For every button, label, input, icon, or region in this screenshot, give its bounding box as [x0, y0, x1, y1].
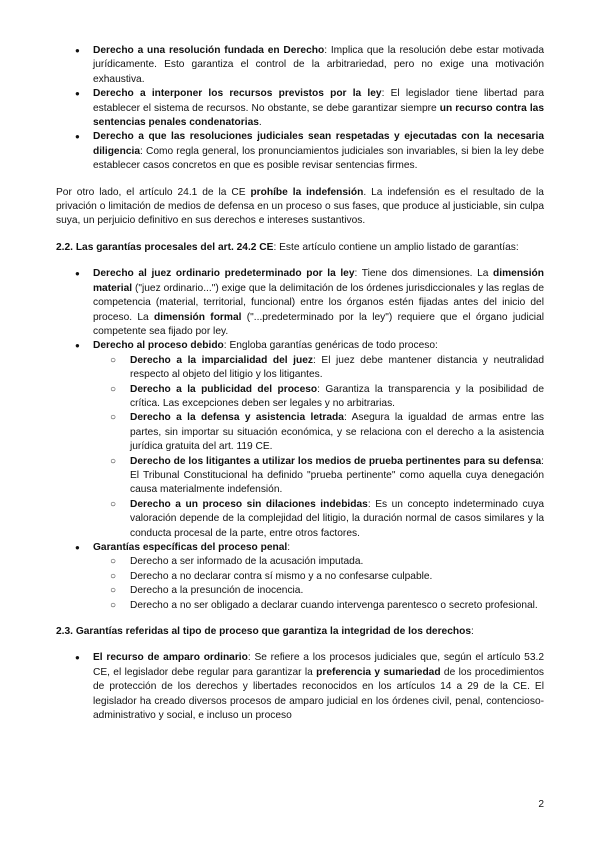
sublist-item: ○ Derecho a la defensa y asistencia letrada: Asegura la igualdad de armas entre las partes, sin importar su situación económica, y se relaciona con el derecho a la asistencia jurídica gratuita del art. 119 CE.: [93, 411, 544, 454]
section-heading-2-3: 2.3. Garantías referidas al tipo de proceso que garantiza la integridad de los derechos:: [56, 626, 474, 638]
garantias-list: [56, 267, 544, 613]
proceso-debido-sublist: [93, 354, 544, 541]
list-item: ● El recurso de amparo ordinario: Se refiere a los procesos judiciales que, según el artículo 53.2 CE, el legislador debe regular para garantizar la preferencia y sumariedad de los procedimientos de protección de los derechos y libertades reconocidos en los artículos 14 a 29 de la CE. El legislador ha creado diversos procesos de amparo judicial en los órdenes civil, penal, contencioso-administrativo y social, e incluso un proceso: [56, 651, 544, 723]
sublist-item: ○ Derecho de los litigantes a utilizar los medios de prueba pertinentes para su defensa: El Tribunal Constitucional ha definido "prueba pertinente" como aquella cuya denegación causa materialmente indefensión.: [93, 455, 544, 498]
sublist-item: ○ Derecho a un proceso sin dilaciones indebidas: Es un concepto indeterminado cuya valoración depende de la complejidad del litigio, la duración normal de casos similares y la conducta procesal de la parte, entre otros factores.: [93, 498, 544, 541]
sublist-item: ○ Derecho a la presunción de inocencia.: [93, 584, 544, 598]
intro-list: [56, 44, 544, 174]
document-page: [56, 44, 544, 723]
list-item: ● Derecho al juez ordinario predeterminado por la ley: Tiene dos dimensiones. La dimensión material ("juez ordinario...") exige que la delimitación de los órdenes jurisdiccionales y las reglas de competencia (material, territorial, funcional) entre los órganos estén fijadas antes del inicio del proceso. La dimensión formal ("...predeterminado por la ley") requiere que el órgano judicial competente sea fijado por ley.: [56, 267, 544, 339]
list-item: ● Derecho a que las resoluciones judiciales sean respetadas y ejecutadas con la necesaria diligencia: Como regla general, los pronunciamientos judiciales son invariables, si bien la ley debe establecer casos concretos en que es posible revisar sentencias firmes.: [56, 130, 544, 173]
list-item: ● Derecho a una resolución fundada en Derecho: Implica que la resolución debe estar motivada jurídicamente. Esto garantiza el control de la arbitrariedad, pero no exige una motivación exhaustiva.: [56, 44, 544, 87]
sublist-item: ○ Derecho a no ser obligado a declarar cuando intervenga parentesco o secreto profesional.: [93, 599, 544, 613]
indefension-paragraph: Por otro lado, el artículo 24.1 de la CE prohíbe la indefensión. La indefensión es el resultado de la privación o limitación de medios de defensa en un proceso o sus fases, que produce al justiciable, sin culpa suya, un perjuicio definitivo en sus derechos e intereses sustantivos.: [56, 186, 544, 227]
sublist-item: ○ Derecho a la imparcialidad del juez: El juez debe mantener distancia y neutralidad respecto al objeto del litigio y los litigantes.: [93, 354, 544, 383]
page-number: 2: [538, 799, 544, 810]
sublist-item: ○ Derecho a no declarar contra sí mismo y a no confesarse culpable.: [93, 570, 544, 584]
sublist-item: ○ Derecho a la publicidad del proceso: Garantiza la transparencia y la posibilidad de crítica. Las excepciones deben ser legales y no arbitrarias.: [93, 383, 544, 412]
amparo-list: [56, 651, 544, 723]
section-heading-2-2: 2.2. Las garantías procesales del art. 24.2 CE: Este artículo contiene un amplio listado de garantías:: [56, 241, 519, 253]
sublist-item: ○ Derecho a ser informado de la acusación imputada.: [93, 555, 544, 569]
list-item: ● Derecho al proceso debido: Engloba garantías genéricas de todo proceso: ○ Derecho a la imparcialidad del juez: El juez debe mantener distancia y neutralidad respecto al objeto del litigio y los litigantes. ○ Derecho a la publicidad del proceso: Garantiza la transparencia y la posibilidad de crítica. Las excepciones deben ser legales y no arbitrarias. ○ Derecho a la defensa y asistencia letrada: Asegura la igualdad de armas entre las partes, sin importar su situación económica, y se relaciona con el derecho a la asistencia jurídica gratuita del art. 119 CE. ○ Derecho de los litigantes a utilizar los medios de prueba pertinentes para su defensa: El Tribunal Constitucional ha definido "prueba pertinente" como aquella cuya denegación causa materialmente indefensión. ○ Derecho a un proceso sin dilaciones indebidas: Es un concepto indeterminado cuya valoración depende de la complejidad del litigio, la duración normal de casos similares y la conducta procesal de la parte, entre otros factores.: [56, 339, 544, 541]
list-item: ● Garantías específicas del proceso penal: ○ Derecho a ser informado de la acusación imputada. ○ Derecho a no declarar contra sí mismo y a no confesarse culpable. ○ Derecho a la presunción de inocencia. ○ Derecho a no ser obligado a declarar cuando intervenga parentesco o secreto profesional.: [56, 541, 544, 613]
proceso-penal-sublist: [93, 555, 544, 613]
list-item: ● Derecho a interponer los recursos previstos por la ley: El legislador tiene libertad para establecer el sistema de recursos. No obstante, se debe garantizar siempre un recurso contra las sentencias penales condenatorias.: [56, 87, 544, 130]
